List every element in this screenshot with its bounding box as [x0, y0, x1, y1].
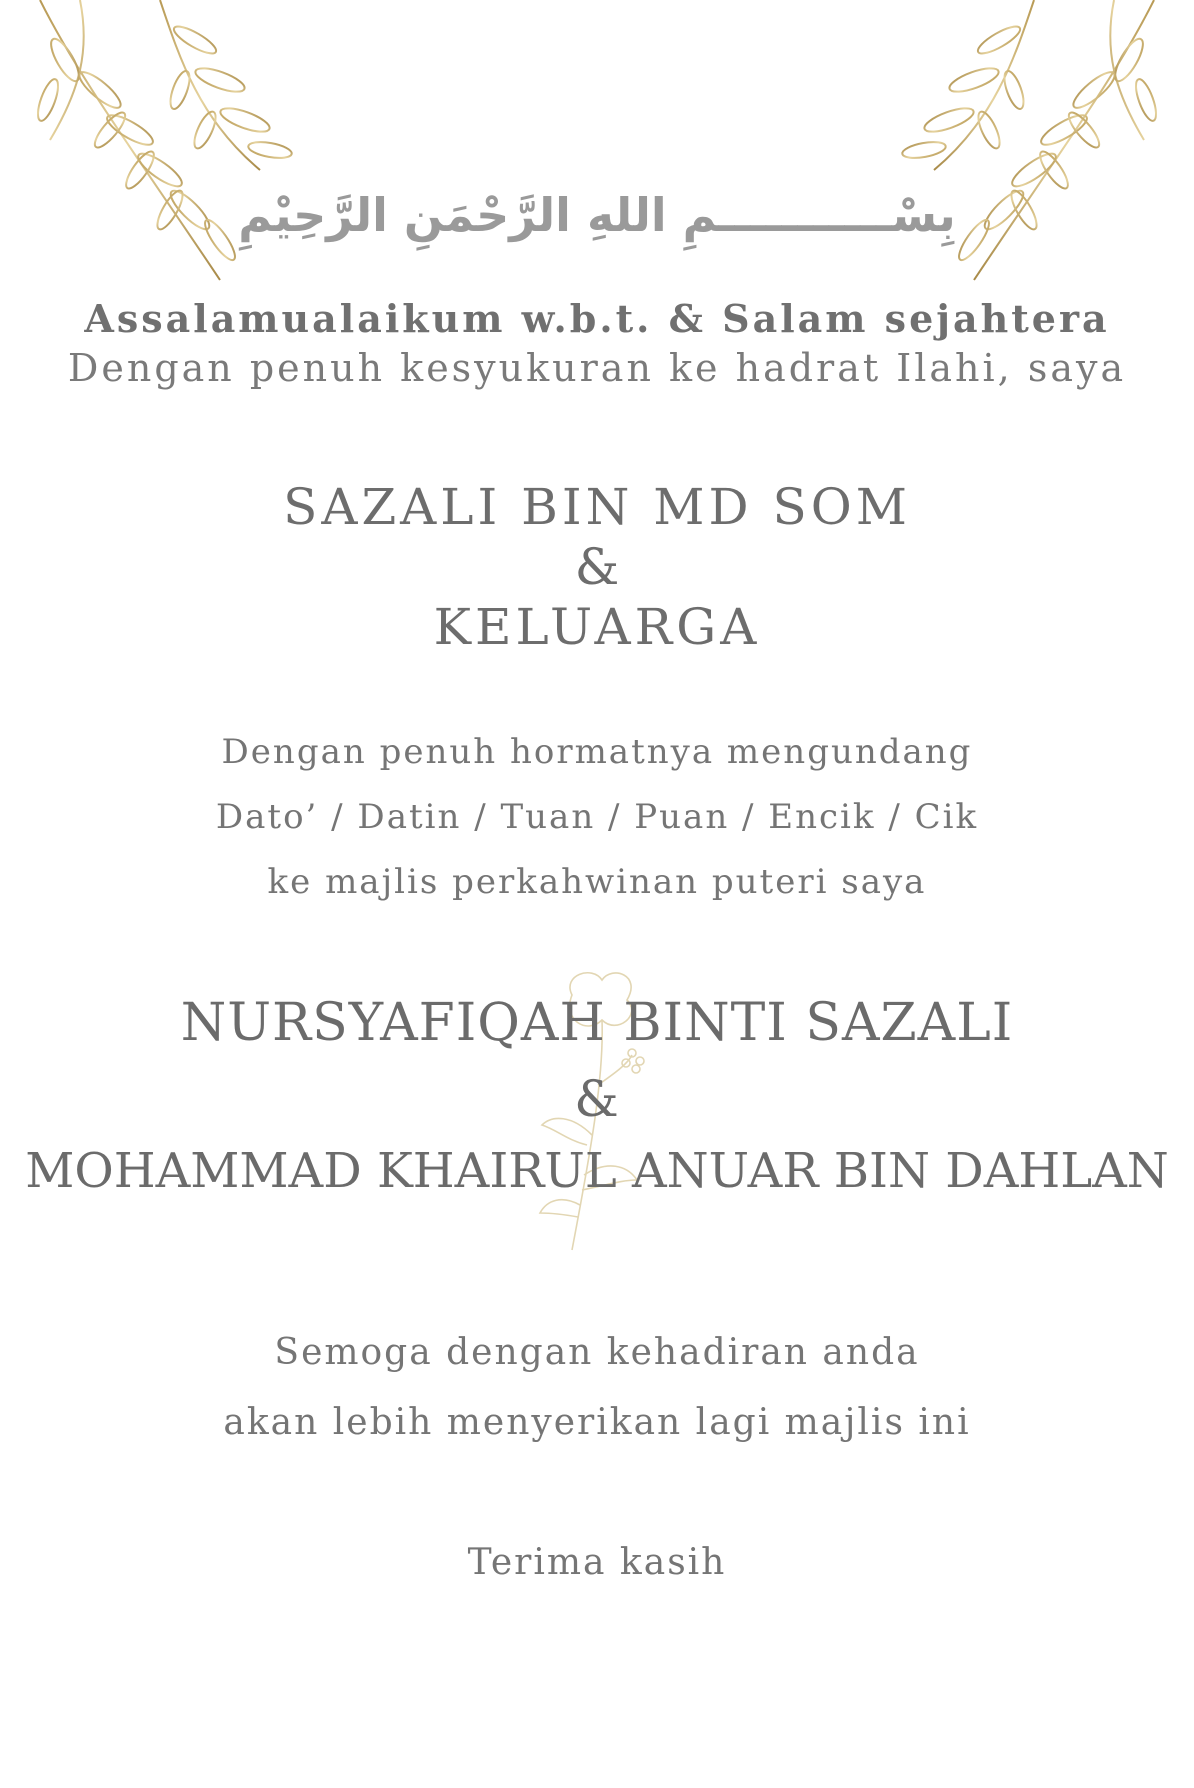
- host-ampersand: &: [574, 538, 620, 596]
- invite-line: ke majlis perkahwinan puteri saya: [267, 862, 927, 902]
- right-gold-branch-icon: [874, 0, 1174, 300]
- host-family: KELUARGA: [433, 598, 761, 656]
- wish-line: akan lebih menyerikan lagi majlis ini: [223, 1402, 971, 1443]
- left-gold-branch-icon: [20, 0, 320, 300]
- gratitude-text: Dengan penuh kesyukuran ke hadrat Ilahi, saya: [67, 346, 1127, 390]
- closing-text: Terima kasih: [467, 1542, 727, 1583]
- couple-ampersand: &: [574, 1070, 620, 1128]
- bride-name: NURSYAFIQAH BINTI SAZALI: [180, 993, 1014, 1053]
- invite-line: Dato’ / Datin / Tuan / Puan / Encik / Cik: [215, 797, 979, 837]
- wish-line: Semoga dengan kehadiran anda: [274, 1332, 920, 1373]
- invite-line: Dengan penuh hormatnya mengundang: [221, 732, 973, 772]
- groom-name: MOHAMMAD KHAIRUL ANUAR BIN DAHLAN: [25, 1143, 1169, 1199]
- host-name: SAZALI BIN MD SOM: [283, 478, 911, 536]
- bismillah-text: بِسْـــــــــــمِ اللهِ الرَّحْمَنِ الرَّحِيْمِ: [238, 188, 956, 242]
- greeting-text: Assalamualaikum w.b.t. & Salam sejahtera: [84, 296, 1110, 341]
